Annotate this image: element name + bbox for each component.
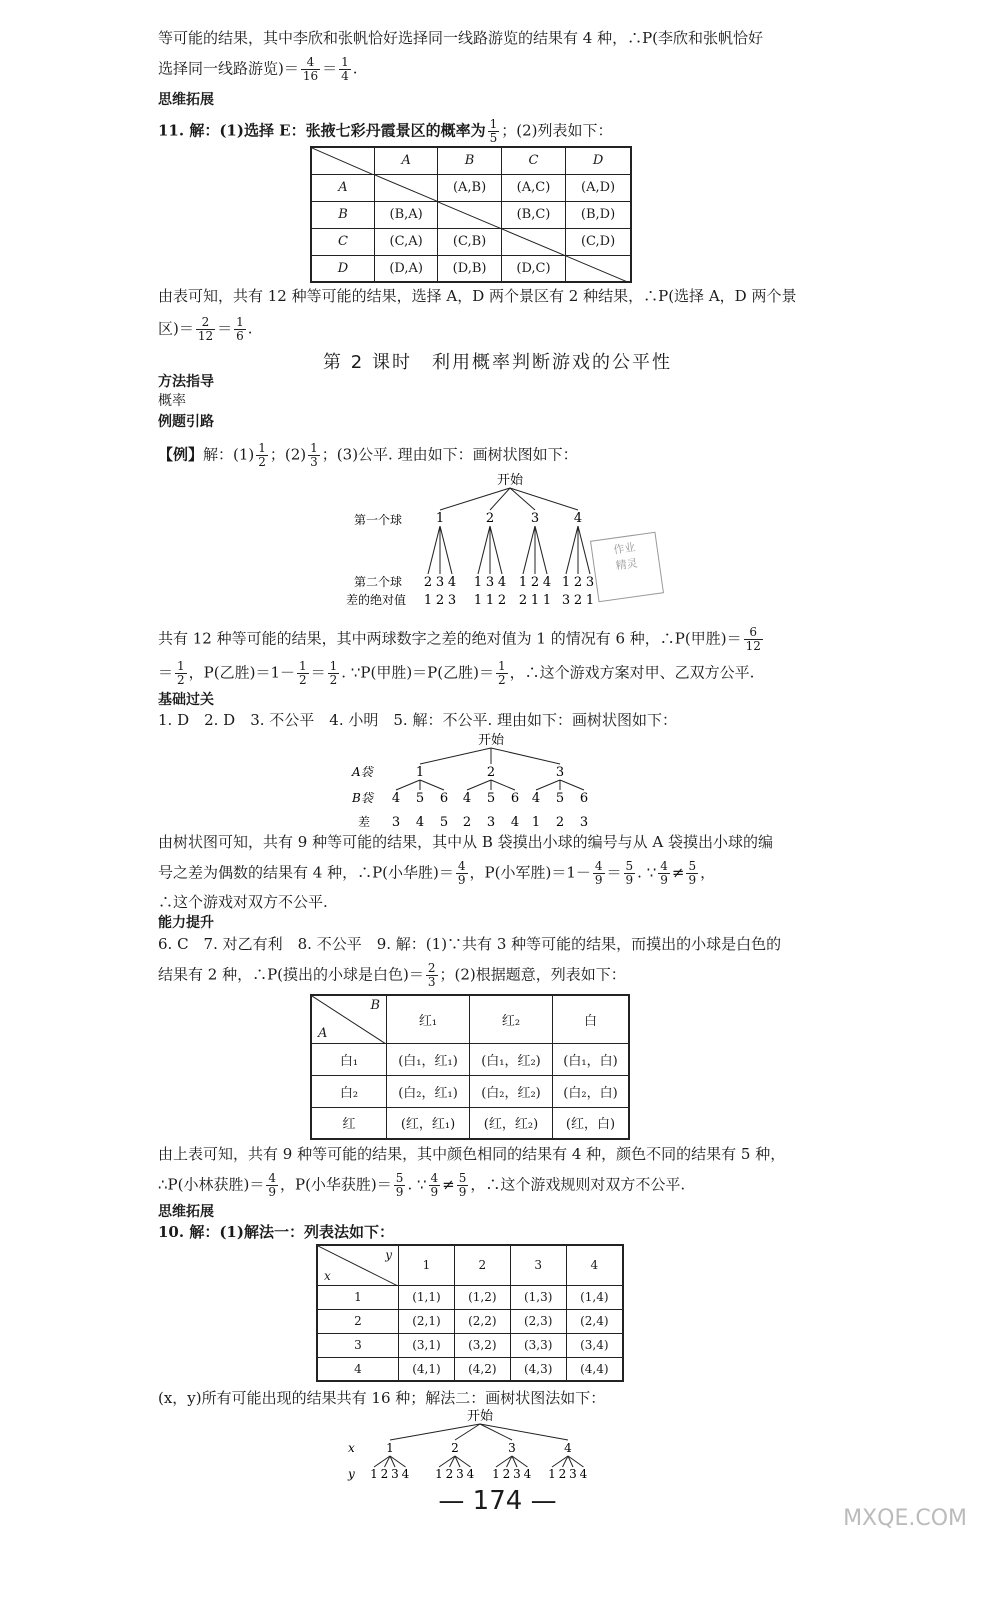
section-heading: 方法指导: [158, 374, 214, 390]
fraction: $\frac{1}{5}$: [489, 117, 498, 145]
watermark-logo: MXQE.COM: [843, 1506, 967, 1531]
text-line: 选择同一线路游览)＝ $\frac{4}{16}$ ＝ $\frac{1}{4}$ .: [158, 55, 358, 83]
tree-node: 4: [401, 1467, 410, 1481]
tree-diff: 1: [585, 593, 595, 608]
text-line: 号之差为偶数的结果有 4 种，∴P(小华胜)＝ $\frac{4}{9}$ ，P(小军胜)＝1－ $\frac{4}{9}$ ＝ $\frac{5}{9}$ . ∵ $\frac{4}{9}$ ≠ $\frac{5}{9}$ ，: [158, 859, 716, 887]
tree-branch: [510, 488, 578, 510]
tree-node: 2: [451, 1441, 459, 1455]
tree-node: 1: [415, 765, 425, 780]
tree-diff: 1: [542, 593, 552, 608]
tree-node: 6: [439, 791, 449, 806]
tree-diff: 2: [497, 593, 507, 608]
section-heading: 思维拓展: [158, 1204, 214, 1220]
tree-diff: 4: [415, 815, 425, 830]
tree-node: 5: [486, 791, 496, 806]
tree-branch: [396, 780, 420, 790]
tree-branch: [536, 780, 560, 790]
svg-text:A袋: A袋: [352, 765, 373, 779]
tree-node: 2: [485, 511, 495, 526]
text-line: ∴P(小林获胜)＝ $\frac{4}{9}$ ，P(小华获胜)＝ $\frac{5}{9}$ . ∵ $\frac{4}{9}$ ≠ $\frac{5}{9}$ ，∴这个游戏规则对双方不公平.: [158, 1171, 686, 1199]
tree-node: 4: [564, 1441, 572, 1455]
tree-node: 3: [513, 1467, 521, 1481]
tree-diff: 1: [531, 815, 541, 830]
tree-node: 3: [530, 511, 540, 526]
col-header: D: [566, 147, 631, 174]
text-line: 由上表可知，共有 9 种等可能的结果，其中颜色相同的结果有 4 种，颜色不同的结果有 5 种，: [158, 1145, 786, 1163]
tree-node: 4: [462, 791, 472, 806]
text-line: ＝ $\frac{1}{2}$ ，P(乙胜)＝1－ $\frac{1}{2}$ ＝ $\frac{1}{2}$ . ∵P(甲胜)＝P(乙胜)＝ $\frac{1}{2}$ ，∴这个游戏方案对甲、乙双方公平.: [158, 659, 755, 687]
svg-text:x: x: [348, 1441, 355, 1455]
table-corner: y x: [317, 1245, 399, 1285]
tree-node: 2: [502, 1467, 511, 1481]
answers-line: 6. C 7. 对乙有利 8. 不公平 9. 解：(1)∵共有 3 种等可能的结果，而摸出的小球是白色的: [158, 935, 782, 953]
tree-branch: [467, 780, 491, 790]
tree-branch: [478, 526, 490, 574]
tree-node: 4: [497, 575, 507, 590]
tree-node: 4: [391, 791, 401, 806]
tree-node: 2: [423, 575, 433, 590]
tree-node: 5: [415, 791, 425, 806]
tree-node: 2: [380, 1467, 389, 1481]
tree-diagram-q10: [340, 1406, 610, 1484]
tree-node: 3: [569, 1467, 577, 1481]
tree-root: 开始: [496, 473, 524, 488]
section-heading: 思维拓展: [158, 92, 214, 108]
tree-diff: 1: [473, 593, 483, 608]
col-header: B: [438, 147, 502, 174]
table-corner: [311, 147, 375, 174]
table-row: 红 (红，红₁) (红，红₂) (红，白): [311, 1107, 629, 1139]
table-row: A (A,B) (A,C) (A,D): [311, 174, 631, 201]
lesson-title: 第 2 课时 利用概率判断游戏的公平性: [323, 352, 672, 373]
tree-row-label: 差的绝对值: [346, 593, 407, 607]
tree-branch: [420, 748, 491, 764]
tree-diff: 3: [447, 593, 457, 608]
tree-diff: 3: [391, 815, 401, 830]
text-line: ∴这个游戏对双方不公平.: [158, 893, 328, 911]
page-number: — 174 —: [438, 1486, 557, 1516]
tree-branch: [578, 526, 590, 574]
tree-branch: [440, 526, 452, 574]
tree-diff: 3: [486, 815, 496, 830]
tree-branch: [523, 526, 535, 574]
tree-branch: [491, 748, 560, 764]
tree-node: 1: [548, 1467, 556, 1481]
text-line: 区)＝ $\frac{2}{12}$ ＝ $\frac{1}{6}$ .: [158, 315, 253, 343]
tree-node: 6: [579, 791, 589, 806]
table-row: B (B,A) (B,C) (B,D): [311, 201, 631, 228]
text-line: 概率: [158, 393, 186, 409]
section-heading: 能力提升: [158, 915, 214, 931]
table-row: 白₂ (白₂，红₁) (白₂，红₂) (白₂，白): [311, 1075, 629, 1107]
tree-node: 3: [435, 575, 445, 590]
tree-diff: 3: [561, 593, 571, 608]
tree-branch: [480, 1424, 512, 1440]
text-line: (x，y)所有可能出现的结果共有 16 种；解法二：画树状图法如下：: [158, 1389, 606, 1407]
text-line: 结果有 2 种，∴P(摸出的小球是白色)＝ $\frac{2}{3}$ ；(2)根据题意，列表如下：: [158, 961, 626, 989]
tree-diff: 3: [579, 815, 589, 830]
tree-branch: [390, 1424, 480, 1440]
tree-diff: 1: [530, 593, 540, 608]
table-row: C (C,A) (C,B) (C,D): [311, 228, 631, 255]
text-line: 由树状图可知，共有 9 种等可能的结果，其中从 B 袋摸出小球的编号与从 A 袋摸出小球的编: [158, 833, 774, 851]
tree-diff: 4: [510, 815, 520, 830]
fraction: $\frac{1}{4}$: [341, 55, 349, 83]
stamp-logo: 作业 精灵: [590, 532, 664, 603]
svg-text:B袋: B袋: [352, 791, 373, 805]
col-header: A: [375, 147, 438, 174]
tree-diff: 5: [439, 815, 449, 830]
tree-node: 1: [435, 511, 445, 526]
tree-node: 2: [558, 1467, 567, 1481]
tree-branch: [510, 488, 535, 510]
fraction: $\frac{1}{6}$: [236, 315, 244, 343]
tree-node: 4: [573, 511, 583, 526]
tree-branch: [566, 526, 578, 574]
svg-text:差: 差: [358, 815, 371, 829]
col-header: C: [501, 147, 565, 174]
tree-row-label: 第一个球: [354, 513, 403, 527]
table-q10: y x 1 2 3 4 1 (1,1) (1,2) (1,3) (1,4) 2 (2,1) (2,2) (2,3) (2,4) 3 (3,1) (3,2) (3,3) (3,4) 4 (4,1) (4,2) (4,3) (4,4): [316, 1244, 624, 1382]
table-q11: [310, 146, 632, 283]
table-row: 2 (2,1) (2,2) (2,3) (2,4): [317, 1309, 623, 1333]
tree-node: 3: [585, 575, 595, 590]
tree-node: 4: [523, 1467, 532, 1481]
tree-node: 2: [530, 575, 540, 590]
tree-branch: [560, 780, 584, 790]
tree-diff: 1: [423, 593, 433, 608]
table-row: 1 (1,1) (1,2) (1,3) (1,4): [317, 1285, 623, 1309]
tree-node: 3: [555, 765, 565, 780]
svg-text:y: y: [348, 1467, 355, 1481]
tree-node: 3: [508, 1441, 516, 1455]
svg-text:开始: 开始: [466, 1409, 494, 1424]
tree-diff: 2: [518, 593, 528, 608]
tree-node: 3: [391, 1467, 399, 1481]
fraction: $\frac{2}{12}$: [197, 315, 214, 343]
section-heading: 基础过关: [158, 692, 214, 708]
tree-node: 1: [386, 1441, 394, 1455]
tree-diff: 2: [555, 815, 565, 830]
tree-diff: 2: [462, 815, 472, 830]
table-row: 白₁ (白₁，红₁) (白₁，红₂) (白₁，白): [311, 1043, 629, 1075]
tree-node: 4: [542, 575, 552, 590]
tree-node: 1: [492, 1467, 500, 1481]
tree-node: 3: [456, 1467, 464, 1481]
example-line: 【例】解：(1) $\frac{1}{2}$ ；(2) $\frac{1}{3}$ ；(3)公平. 理由如下：画树状图如下：: [158, 441, 578, 469]
tree-branch: [420, 780, 444, 790]
tree-node: 6: [510, 791, 520, 806]
tree-node: 2: [445, 1467, 454, 1481]
tree-node: 4: [466, 1467, 475, 1481]
tree-diff: 2: [435, 593, 445, 608]
tree-node: 3: [485, 575, 495, 590]
tree-diagram-basic: [346, 730, 606, 832]
tree-node: 4: [447, 575, 457, 590]
tree-branch: [490, 526, 502, 574]
tree-node: 1: [518, 575, 528, 590]
table-row: 4 (4,1) (4,2) (4,3) (4,4): [317, 1357, 623, 1381]
text-line: 共有 12 种等可能的结果，其中两球数字之差的绝对值为 1 的情况有 6 种，∴P(甲胜)＝ $\frac{6}{12}$: [158, 625, 761, 653]
tree-node: 5: [555, 791, 565, 806]
tree-node: 2: [486, 765, 496, 780]
section-heading: 例题引路: [158, 414, 214, 430]
svg-text:开始: 开始: [477, 733, 505, 748]
text-line: 由表可知，共有 12 种等可能的结果，选择 A，D 两个景区有 2 种结果，∴P(选择 A，D 两个景: [158, 287, 797, 305]
table-q9: B A 红₁ 红₂ 白 白₁ (白₁，红₁) (白₁，红₂) (白₁，白) 白₂ (白₂，红₁) (白₂，红₂) (白₂，白) 红 (红，红₁) (红，红₂) (红，白): [310, 994, 630, 1140]
table-row: 3 (3,1) (3,2) (3,3) (3,4): [317, 1333, 623, 1357]
table-row: D (D,A) (D,B) (D,C): [311, 255, 631, 282]
tree-node: 1: [561, 575, 571, 590]
tree-branch: [491, 780, 515, 790]
fraction: $\frac{4}{16}$: [302, 55, 319, 83]
table-corner: B A: [311, 995, 387, 1043]
tree-node: 2: [573, 575, 583, 590]
text-line: 等可能的结果，其中李欣和张帆恰好选择同一线路游览的结果有 4 种，∴P(李欣和张帆恰好: [158, 29, 764, 47]
question-10: 10. 解：(1)解法一：列表法如下：: [158, 1223, 394, 1241]
answers-line: 1. D 2. D 3. 不公平 4. 小明 5. 解：不公平. 理由如下：画树状图如下：: [158, 711, 677, 729]
tree-node: 4: [579, 1467, 588, 1481]
tree-node: 1: [370, 1467, 378, 1481]
tree-row-label: 第二个球: [354, 575, 403, 589]
question-11: 11. 解：(1)选择 E：张掖七彩丹霞景区的概率为 $\frac{1}{5}$ ；(2)列表如下：: [158, 117, 613, 145]
tree-node: 1: [435, 1467, 443, 1481]
tree-node: 1: [473, 575, 483, 590]
tree-branch: [480, 1424, 568, 1440]
tree-diff: 2: [573, 593, 583, 608]
tree-diff: 1: [485, 593, 495, 608]
tree-node: 4: [531, 791, 541, 806]
tree-branch: [535, 526, 547, 574]
tree-branch: [428, 526, 440, 574]
